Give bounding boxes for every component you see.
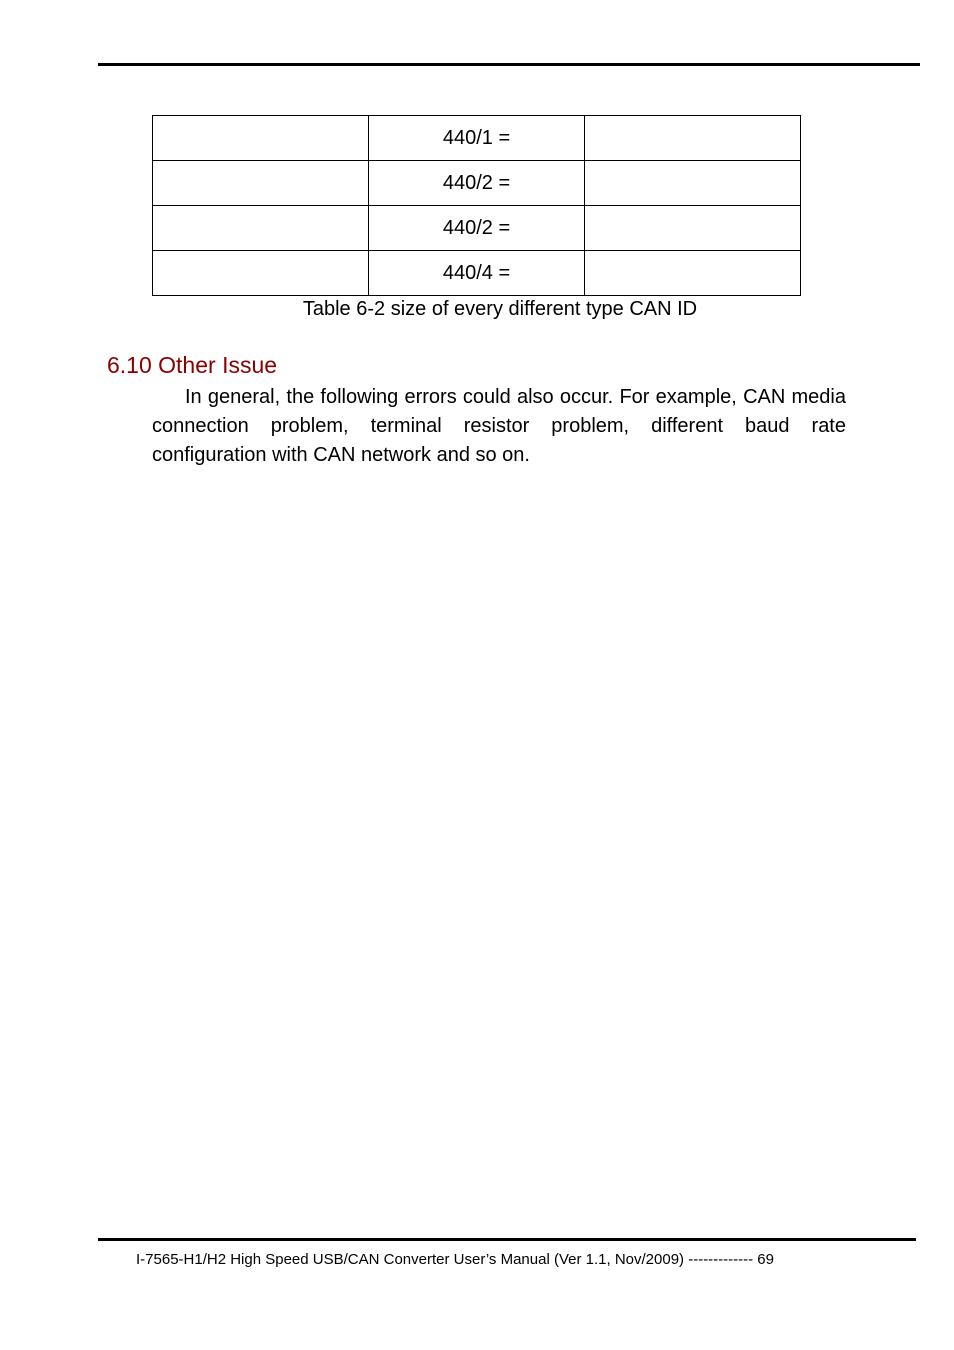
- table-cell: 440/2 =: [369, 206, 585, 251]
- table-row: [153, 206, 801, 251]
- header-rule: [98, 63, 920, 66]
- table-cell: 440/4 =: [369, 251, 585, 296]
- table-caption: Table 6-2 size of every different type CAN ID: [302, 298, 698, 320]
- table-cell: 440/2 =: [369, 161, 585, 206]
- body-paragraph: In general, the following errors could also occur. For example, CAN media connection problem, terminal resistor problem, different baud rate configuration with CAN network and so on.: [152, 386, 846, 466]
- page-footer: I-7565-H1/H2 High Speed USB/CAN Converter User’s Manual (Ver 1.1, Nov/2009) ------------- 69: [136, 1251, 774, 1268]
- table-cell: [585, 161, 801, 206]
- table-cell: 440/1 =: [369, 116, 585, 161]
- table-cell: [153, 116, 369, 161]
- table-row: [153, 161, 801, 206]
- table-cell: [153, 161, 369, 206]
- table-cell: [153, 206, 369, 251]
- table-row: [153, 116, 801, 161]
- section-heading: 6.10 Other Issue: [107, 352, 278, 378]
- table-row: [153, 251, 801, 296]
- table-cell: [153, 251, 369, 296]
- table-cell: [585, 251, 801, 296]
- footer-rule: [98, 1238, 916, 1241]
- can-id-size-table: [152, 115, 801, 296]
- table-cell: [585, 206, 801, 251]
- table-cell: [585, 116, 801, 161]
